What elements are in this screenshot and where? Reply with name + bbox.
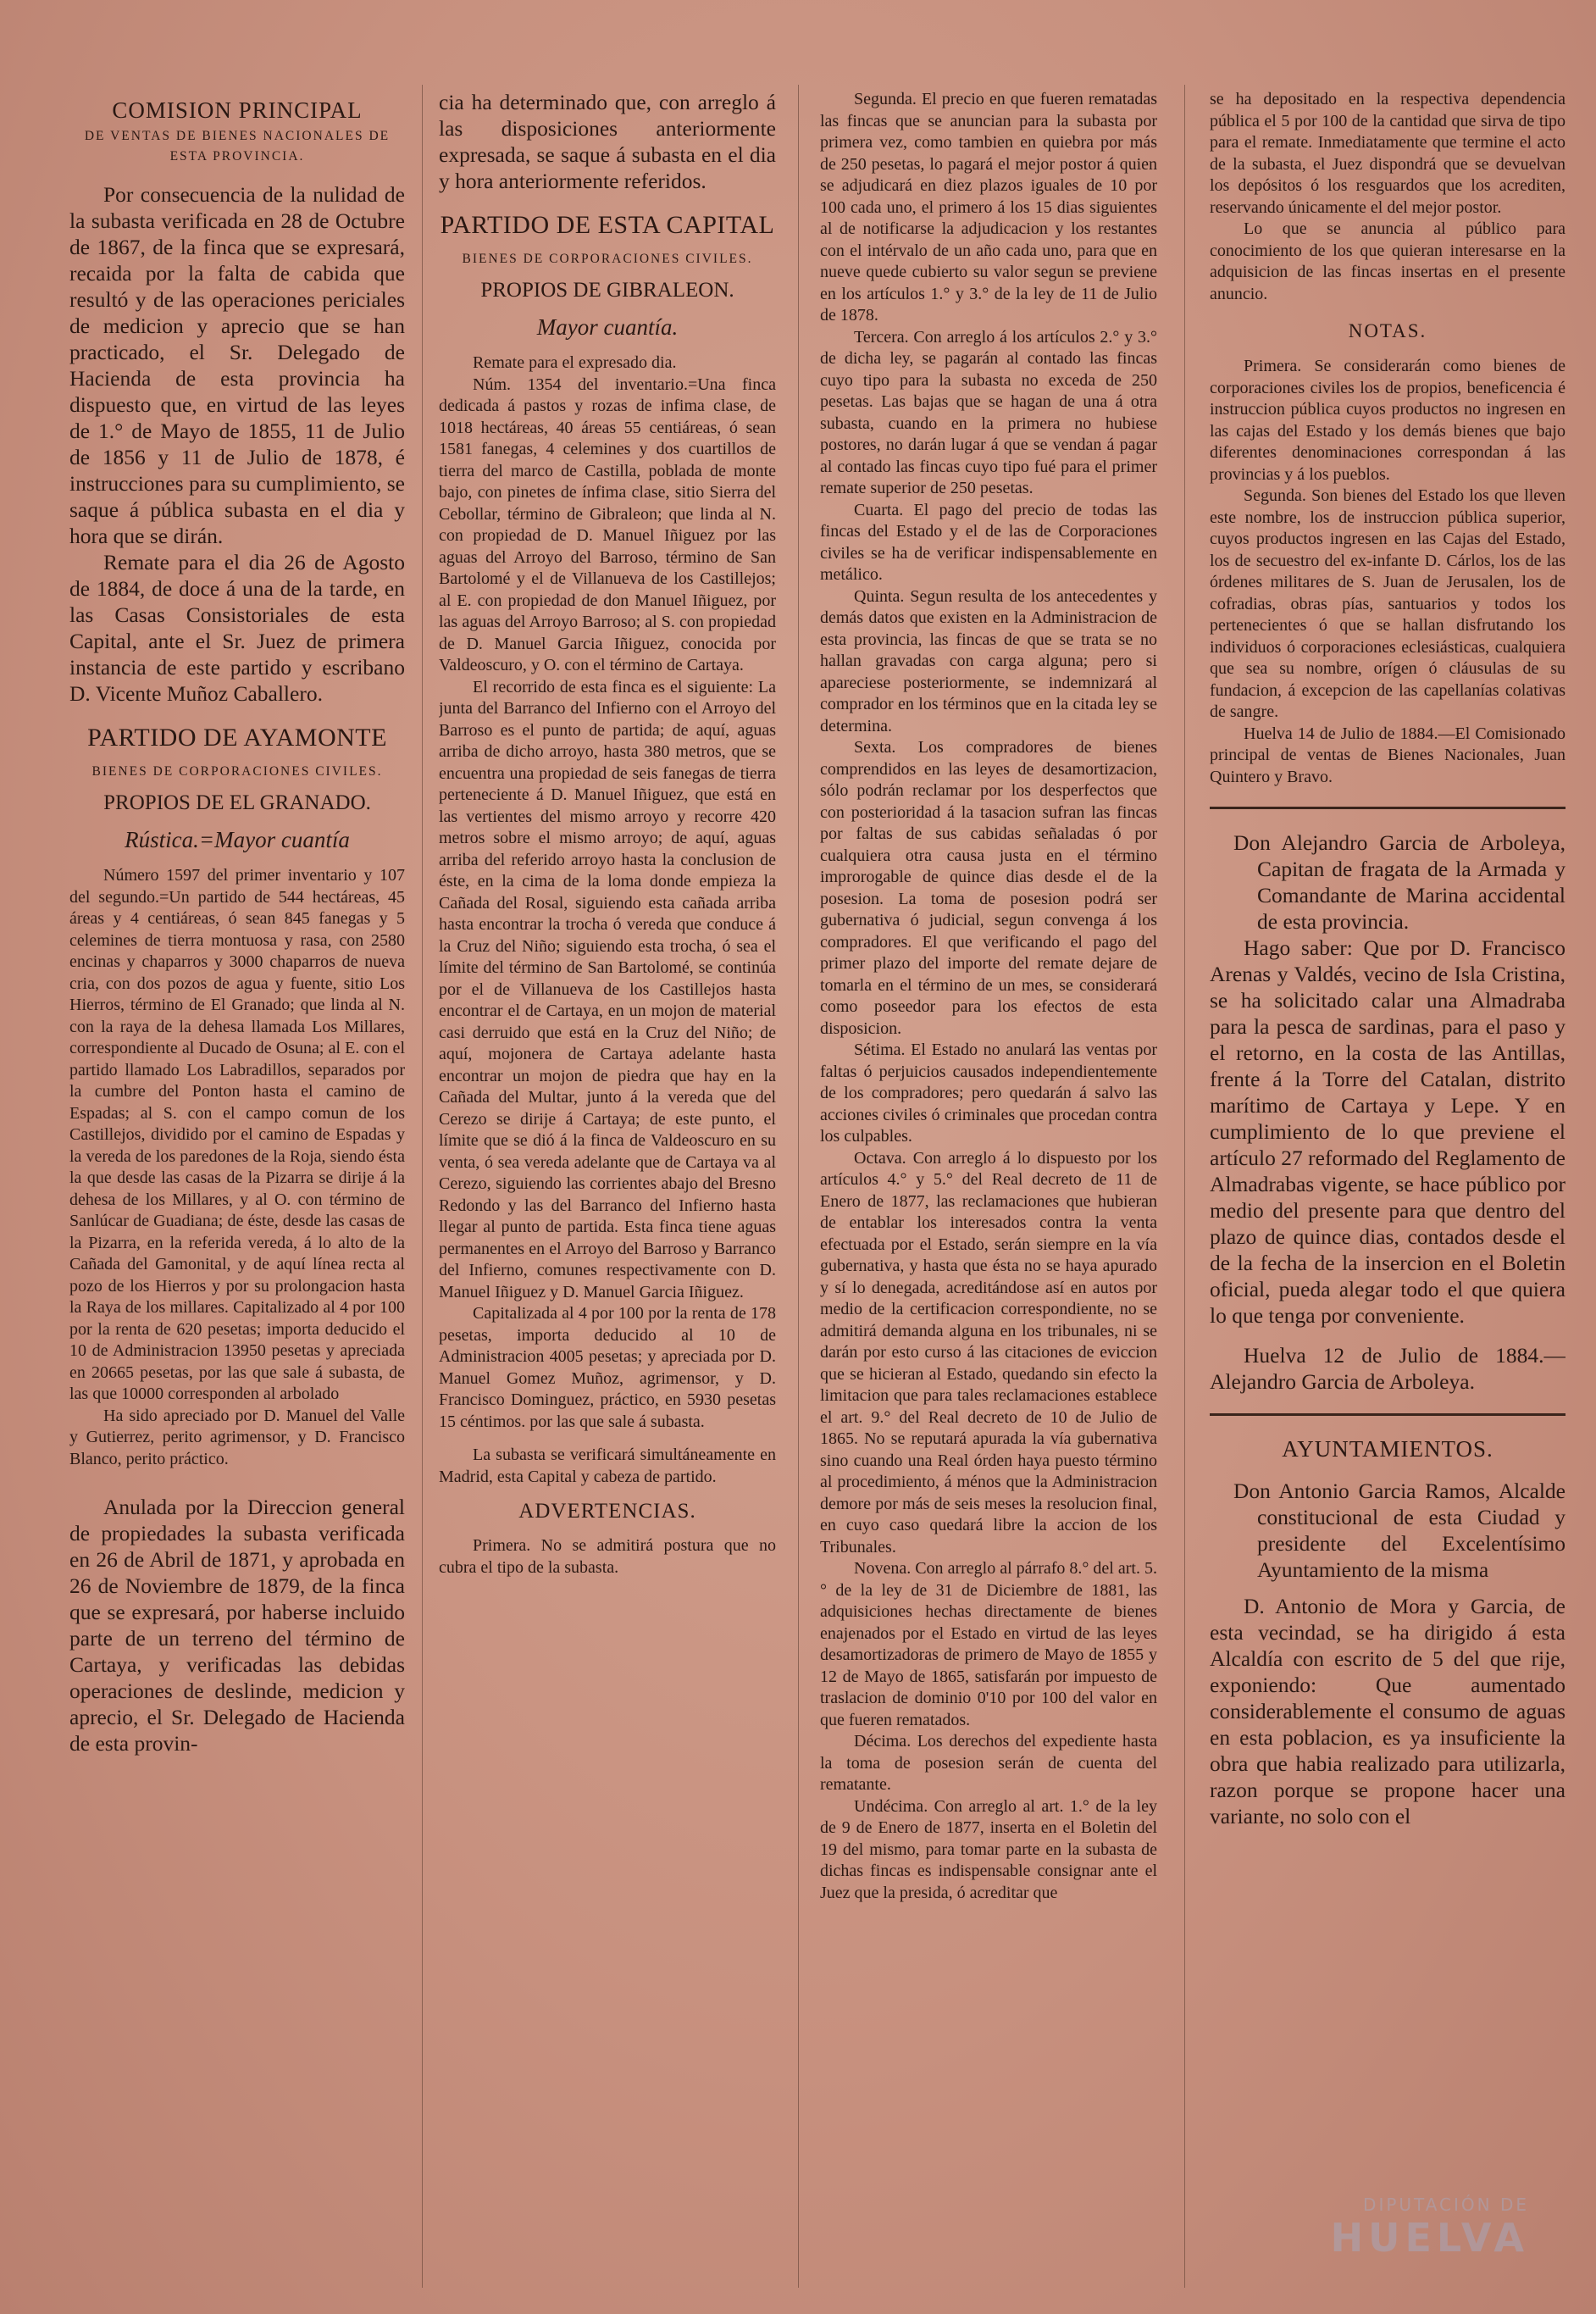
- paragraph: Primera. Se considerarán como bienes de corporaciones civiles los de propios, beneficencia é instruccion pública cuyos productos no ingresen en las cajas del Estado y los demás bienes que bajo diferentes denominaciones correspondan á las provincias y á los pueblos.: [1210, 357, 1566, 484]
- section-heading: PARTIDO DE ESTA CAPITAL: [440, 211, 775, 239]
- paragraph: Huelva 14 de Julio de 1884.—El Comisionado principal de ventas de Bienes Nacionales, Juan Quintero y Bravo.: [1210, 724, 1566, 786]
- paragraph: Novena. Con arreglo al párrafo 8.° del art. 5.° de la ley de 31 de Diciembre de 1881, las adquisiciones hechas directamente de bienes enajenados por el Estado en virtud de las leyes desamortizadoras de primero de Mayo de 1855 y 12 de Mayo de 1865, satisfarán por impuesto de traslacion de dominio 0'10 por 100 del valor en que fueren rematados.: [820, 1559, 1157, 1729]
- column-rule: [422, 85, 423, 2288]
- paragraph: Remate para el expresado dia.: [473, 353, 677, 372]
- watermark-stamp: DIPUTACIÓN DE HUELVA: [1330, 2195, 1529, 2261]
- column-3: [820, 89, 1157, 2292]
- section-heading: NOTAS.: [1348, 320, 1427, 341]
- paragraph: D. Antonio de Mora y Garcia, de esta vecindad, se ha dirigido á esta Alcaldía con escrito de 5 del que rije, exponiendo: Que aumentado considerablemente el consumo de aguas en esta poblacion, es ya insuficiente la obra que habia realizado para utilizarla, razon porque se propone hacer una variante, no solo con el: [1210, 1594, 1566, 1828]
- section-subheading: Rústica.=Mayor cuantía: [125, 827, 350, 852]
- paragraph: Don Antonio Garcia Ramos, Alcalde constitucional de esta Ciudad y presidente del Excelentísimo Ayuntamiento de la misma: [1233, 1479, 1566, 1582]
- paragraph: Ha sido apreciado por D. Manuel del Valle y Gutierrez, perito agrimensor, y D. Francisco Blanco, perito práctico.: [69, 1406, 405, 1468]
- paragraph: Segunda. El precio en que fueren rematadas las fincas que se anuncian para la subasta por primera vez, como tambien en quiebra por más de 250 pesetas, lo pagará el mejor postor á quien se adjudicará en diez plazos iguales de 10 por 100 cada uno, el primero á los 15 dias siguientes al de notificarse la adjudicacion y los restantes con el intérvalo de un año cada uno, para que en nueve quede cubierto su valor segun se previene en los artículos 1.° y 3.° de la ley de 11 de Julio de 1878.: [820, 90, 1157, 325]
- paragraph: Capitalizada al 4 por 100 por la renta de 178 pesetas, importa deducido al 10 de Administracion 4005 pesetas; y apreciada por D. Manuel Gomez Muñoz, agrimensor, y D. Francisco Dominguez, práctico, en 5930 pesetas 15 céntimos. por las que sale á subasta.: [439, 1304, 776, 1431]
- column-4: [1210, 89, 1566, 2292]
- paragraph: Décima. Los derechos del expediente hasta la toma de posesion serán de cuenta del rematante.: [820, 1732, 1157, 1794]
- section-subheading: BIENES DE CORPORACIONES CIVILES.: [91, 764, 383, 779]
- paragraph: Sétima. El Estado no anulará las ventas por faltas ó perjuicios causados independientemente de los compradores; pero quedarán á salvo las acciones civiles ó criminales que procedan contra los culpables.: [820, 1040, 1157, 1146]
- divider: [1210, 1413, 1566, 1416]
- section-subheading: BIENES DE CORPORACIONES CIVILES.: [462, 252, 753, 266]
- paragraph: se ha depositado en la respectiva dependencia pública el 5 por 100 de la cantidad que sirva de tipo para el remate. Inmediatamente que termine el acto de la subasta, el Juez dispondrá que se devuelvan los depósitos ó los resguardos que los acrediten, reservando únicamente el del mejor postor.: [1210, 90, 1566, 217]
- column-2: [439, 89, 776, 2292]
- section-heading: ADVERTENCIAS.: [518, 1500, 696, 1523]
- section-subheading: PROPIOS DE EL GRANADO.: [103, 791, 371, 814]
- paragraph: Octava. Con arreglo á lo dispuesto por los artículos 4.° y 5.° del Real decreto de 11 de Enero de 1877, las reclamaciones que hubieran de entablar los interesados contra la venta efectuada por el Estado, serán siempre en la vía gubernativa, y hasta que ésta no se haya apurado y sí lo denegada, acreditándose así en autos por medio de la certificacion correspondiente, no se admitirá demanda alguna en los tribunales, ni se darán por esto curso á las citaciones de eviccion que se hicieran al Estado, quedando sin efecto la limitacion que para tales reclamaciones establece el art. 9.° del Real decreto de 10 de Julio de 1865. No se reputará apurada la vía gubernativa sino cuando una Real órden haya puesto término al procedimiento, á ménos que la Administracion demore por más de seis meses la resolucion final, en cuyo caso quedará libre la accion de los Tribunales.: [820, 1148, 1157, 1557]
- paragraph: Huelva 12 de Julio de 1884.— Alejandro Garcia de Arboleya.: [1210, 1343, 1566, 1394]
- paragraph: Cuarta. El pago del precio de todas las fincas del Estado y el de las de Corporaciones civiles se ha de verificar indispensablemente en metálico.: [820, 500, 1157, 584]
- column-1: [69, 89, 405, 2292]
- paragraph: Por consecuencia de la nulidad de la subasta verificada en 28 de Octubre de 1867, de la finca que se expresará, recaida por la falta de cabida que resultó y de las operaciones periciales de medicion y aprecio que se han practicado, el Sr. Delegado de Hacienda de esta provincia ha dispuesto que, en virtud de las leyes de 1.° de Mayo de 1855, 11 de Julio de 1856 y 11 de Julio de 1878, é instrucciones para su cumplimiento, se saque á pública subasta en el dia y hora que se dirán.: [69, 182, 405, 548]
- column-rule: [798, 85, 799, 2288]
- section-heading: PARTIDO DE AYAMONTE: [87, 724, 387, 752]
- paragraph: Primera. No se admitirá postura que no cubra el tipo de la subasta.: [439, 1536, 776, 1577]
- paragraph: El recorrido de esta finca es el siguiente: La junta del Barranco del Infierno con el Arroyo del Barroso es el punto de partida; de aquí, aguas arriba de dicho arroyo, hasta 380 metros, que se encuentra una propiedad de seis fanegas de tierra perteneciente á D. Manuel Iñiguez, que está en las vertientes del mismo arroyo y recorre 420 metros sobre el mismo arroyo; de aquí, aguas arriba del referido arroyo hasta la conclusion de éste, en la cima de la loma donde empieza la Cañada del Rosal, siguiendo esta cañada arriba hasta encontrar la trocha ó vereda que conduce á la Cruz del Niño; siguiendo esta trocha, ó sea el límite del término de San Bartolomé, se continúa por el de Villanueva de los Castillejos hasta encontrar el de Cartaya, en un mojon de material casi derruido que está en la Cruz del Niño; de aquí, mojonera de Cartaya adelante hasta encontrar un mojon de piedra que hay en la Cañada del Multar, junto á la vereda que del Cerezo se dirije á Cartaya; de este punto, el límite que se dió á la finca de Valdeoscuro en su venta, ó sea vereda adelante que de Cartaya va al Cerezo, siguiendo las corrientes abajo del Bresno Redondo y las del Barranco del Infierno hasta llegar al punto de partida. Esta finca tiene aguas permanentes en el Arroyo del Barroso y Barranco del Infierno, comunes respectivamente con D. Manuel Iñiguez y D. Manuel Garcia Iñiguez.: [439, 677, 776, 1301]
- column-rule: [1184, 85, 1185, 2288]
- paragraph: Segunda. Son bienes del Estado los que lleven este nombre, los de instruccion pública superior, cuyos productos ingresen en las Cajas del Estado, los de secuestro del ex-infante D. Cárlos, los de las órdenes militares de S. Juan de Jerusalen, los de cofradias, obras pías, santuarios y todos los pertenecientes ó que se hallan disfrutando los individuos ó corporaciones eclesiásticas, cualquiera que sea su nombre, orígen ó cláusulas de su fundacion, á excepcion de las capellanías colativas de sangre.: [1210, 486, 1566, 721]
- paragraph: Tercera. Con arreglo á los artículos 2.° y 3.° de dicha ley, se pagarán al contado las fincas cuyo tipo para la subasta no exceda de 250 pesetas. Las bajas que se hagan de una á otra subasta, cuando en la primera no hubiese postores, no darán lugar á que se vendan á pagar al contado las fincas cuyo tipo fué para el primer remate superior de 250 pesetas.: [820, 327, 1157, 497]
- section-subheading: PROPIOS DE GIBRALEON.: [480, 279, 734, 302]
- section-subheading: Mayor cuantía.: [536, 314, 679, 340]
- paragraph: Número 1597 del primer inventario y 107 del segundo.=Un partido de 544 hectáreas, 45 áreas y 4 centiáreas, ó sean 845 fanegas y 5 celemines de tierra montuosa y rasa, con 2580 encinas y chaparros y 3000 chaparros de nueva cria, con dos pozos de agua y fuente, sitio Los Hierros, término de El Granado; que linda al N. con la raya de la dehesa llamada Los Millares, correspondiente al Ducado de Osuna; al E. con el partido llamado Los Labradillos, separados por la cumbre del Ponton hasta el camino de Espadas; al S. con el campo comun de los Castillejos, dividido por el camino de Espadas y la vereda de los paredones de la Roja, siendo ésta la que desde las casas de la Pizarra se dirije á la dehesa de los Millares, y al O. con término de Sanlúcar de Guadiana; de éste, desde las casas de la Pizarra, en la referida vereda, á lo alto de la Cañada del Gamonital, y de aquí línea recta al pozo de los Hierros y por su prolongacion hasta la Raya de los millares. Capitalizado al 4 por 100 por la renta de 620 pesetas; importa deducido el 10 de Administracion 13950 pesetas y apreciada en 20665 pesetas, por las que sale á subasta, de las que 10000 corresponden al arbolado: [69, 866, 405, 1403]
- divider: [1210, 807, 1566, 809]
- section-subheading: DE VENTAS DE BIENES NACIONALES DE: [84, 129, 391, 143]
- paragraph: Anulada por la Direccion general de propiedades la subasta verificada en 26 de Abril de 1871, y aprobada en 26 de Noviembre de 1879, de la finca que se expresará, por haberse incluido parte de un terreno del término de Cartaya, y verificadas las debidas operaciones de deslinde, medicion y aprecio, el Sr. Delegado de Hacienda de esta provin-: [69, 1495, 405, 1756]
- section-subheading: ESTA PROVINCIA.: [169, 149, 305, 164]
- paragraph: Remate para el dia 26 de Agosto de 1884, de doce á una de la tarde, en las Casas Consistoriales de esta Capital, ante el Sr. Juez de primera instancia de este partido y escribano D. Vicente Muñoz Caballero.: [69, 550, 405, 706]
- paragraph: Núm. 1354 del inventario.=Una finca dedicada á pastos y rozas de infima clase, de 1018 hectáreas, 40 áreas 55 centiáreas, ó sean 1581 fanegas, 4 celemines y dos cuartillos de tierra del marco de Castilla, poblada de monte bajo, con pinetes de ínfima clase, sitio Sierra del Cebollar, término de Gibraleon; que linda al N. con propiedad de D. Manuel Iñiguez por las aguas del Arroyo del Barroso, término de San Bartolomé y el de Villanueva de los Castillejos; al E. con propiedad de don Manuel Iñiguez, por las aguas del Arroyo Barroso; al S. con propiedad de D. Manuel Garcia Iñiguez, conocida por Valdeoscuro, y O. con el término de Cartaya.: [439, 375, 776, 674]
- section-heading: COMISION PRINCIPAL: [112, 97, 363, 123]
- paragraph: Lo que se anuncia al público para conocimiento de los que quieran interesarse en la adquisicion de las fincas insertas en el presente anuncio.: [1210, 219, 1566, 303]
- paragraph: Hago saber: Que por D. Francisco Arenas y Valdés, vecino de Isla Cristina, se ha solicitado calar una Almadraba para la pesca de sardinas, para el paso y el retorno, en la costa de las Antillas, frente á la Torre del Catalan, distrito marítimo de Cartaya y Lepe. Y en cumplimiento de lo que previene el artículo 27 reformado del Reglamento de Almadrabas vigente, se hace público por medio del presente para que dentro del plazo de quince dias, contados desde el de la fecha de la insercion en el Boletin oficial, pueda alegar todo el que quiera lo que tenga por conveniente.: [1210, 935, 1566, 1328]
- paragraph: Quinta. Segun resulta de los antecedentes y demás datos que existen en la Administracion de esta provincia, las fincas de que se trata se no hallan gravadas con carga alguna; pero si apareciese posteriormente, se indemnizará al comprador en los términos que en la citada ley se determina.: [820, 586, 1157, 735]
- paragraph: Sexta. Los compradores de bienes comprendidos en las leyes de desamortizacion, sólo podrán reclamar por los desperfectos que con posterioridad á la tasacion sufran las fincas por faltas de sus cabidas señaladas ó por cualquiera otra causa justa en el término improrogable de quince dias desde el de la posesion. La toma de posesion podrá ser gubernativa ó judicial, segun convenga á los compradores. El que verificando el pago del primer plazo del importe del remate dejare de tomarla en el término de un mes, se considerará como poseedor para los efectos de esta disposicion.: [820, 738, 1157, 1038]
- paragraph: La subasta se verificará simultáneamente en Madrid, esta Capital y cabeza de partido.: [439, 1446, 776, 1486]
- paragraph: Don Alejandro Garcia de Arboleya, Capitan de fragata de la Armada y Comandante de Marina accidental de esta provincia.: [1233, 830, 1566, 934]
- paragraph: cia ha determinado que, con arreglo á las disposiciones anteriormente expresada, se saque á subasta en el dia y hora anteriormente referidos.: [439, 90, 776, 193]
- paragraph: Undécima. Con arreglo al art. 1.° de la ley de 9 de Enero de 1877, inserta en el Boletin del 19 del mismo, para tomar parte en la subasta de dichas fincas es indispensable consignar ante el Juez que la presida, ó acreditar que: [820, 1796, 1157, 1902]
- section-heading: AYUNTAMIENTOS.: [1282, 1436, 1493, 1462]
